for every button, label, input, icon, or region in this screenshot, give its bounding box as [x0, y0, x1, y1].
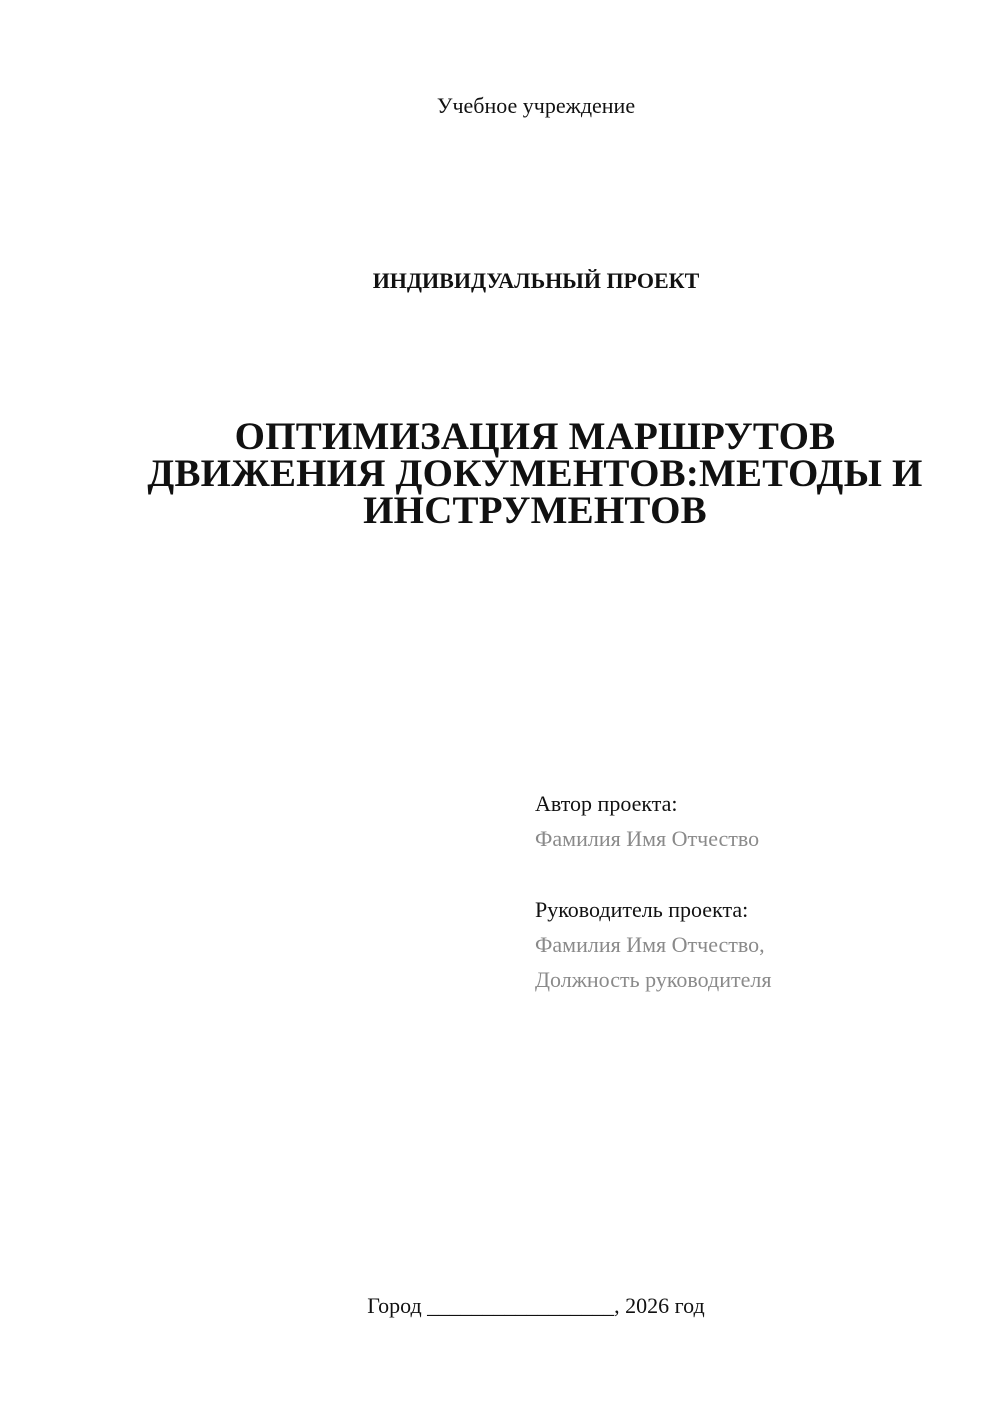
project-title: [130, 415, 940, 532]
project-title-line-3: ИНСТРУМЕНТОВ: [363, 489, 707, 532]
credits-block: [535, 786, 975, 997]
institution-name: Учебное учреждение: [436, 93, 636, 118]
author-name: Фамилия Имя Отчество: [535, 826, 760, 851]
supervisor-name: Фамилия Имя Отчество,: [535, 932, 765, 957]
city-year-footer: Город _________________, 2026 год: [367, 1293, 705, 1318]
supervisor-position: Должность руководителя: [535, 967, 772, 992]
project-title-line-2: ДВИЖЕНИЯ ДОКУМЕНТОВ:МЕТОДЫ И: [147, 452, 923, 495]
author-label: Автор проекта:: [535, 791, 678, 816]
project-type-heading: ИНДИВИДУАЛЬНЫЙ ПРОЕКТ: [372, 268, 700, 293]
credits-spacer: [535, 856, 975, 892]
project-title-line-1: ОПТИМИЗАЦИЯ МАРШРУТОВ: [234, 415, 836, 458]
supervisor-label: Руководитель проекта:: [535, 897, 749, 922]
